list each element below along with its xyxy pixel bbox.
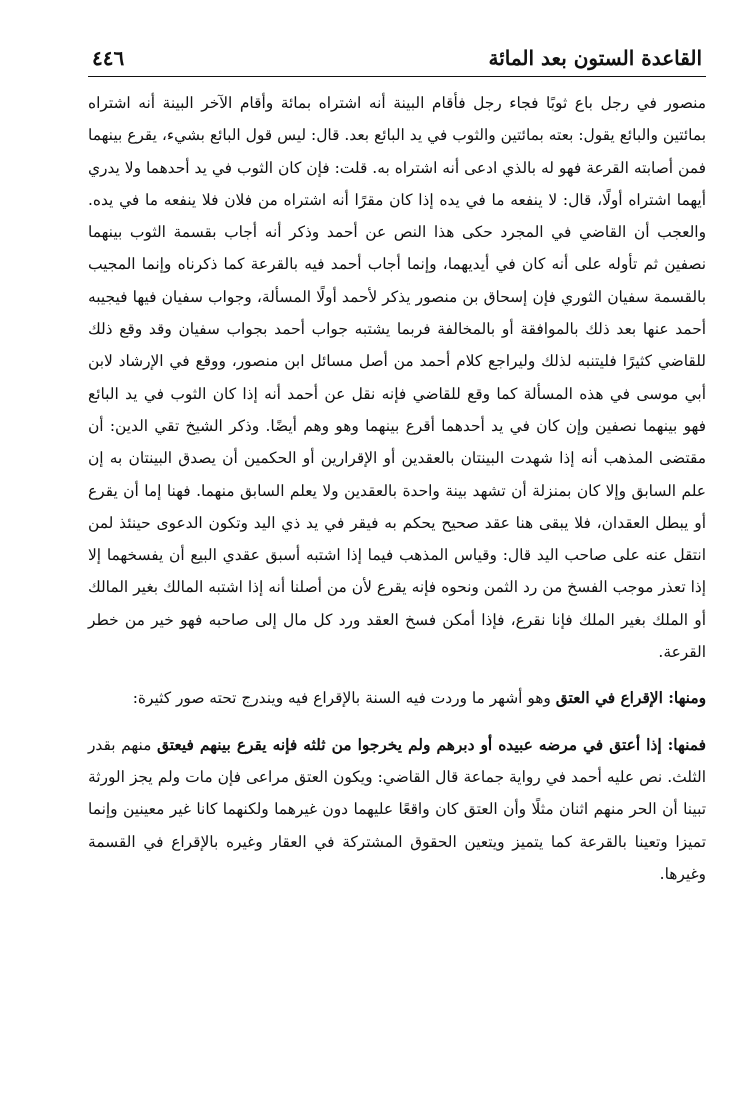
paragraph-text: منصور في رجل باع ثوبًا فجاء رجل فأقام البينة أنه اشتراه بمائة وأقام الآخر البينة أنه اشتراه بمائتين والبائع يقول: بعته بمائتين والثوب في يد البائع بعد. قال: ليس قول البائع بشيء، يقرع بينهما فمن أصابته القرعة فهو له بالذي ادعى أنه اشتراه به. قلت: فإن كان الثوب في يد أحدهما ولا يدري أيهما اشتراه أولًا، قال: لا ينفعه ما في يده إذا كان مقرًا أنه اشتراه من فلان فلا ينفعه ما في يده. والعجب أن القاضي في المجرد حكى هذا النص عن أحمد وذكر أنه أجاب بقسمة الثوب بينهما نصفين ثم تأوله على أنه كان في أيديهما، وإنما أجاب أحمد فيه بالقرعة كما ذكرناه وإنما المجيب بالقسمة سفيان الثوري فإن إسحاق بن منصور يذكر لأحمد أولًا المسألة، وجواب سفيان فيها فيجيبه أحمد عنها بعد ذلك بالموافقة أو بالمخالفة فربما يشتبه جواب أحمد بجواب سفيان وقد وقع ذلك للقاضي كثيرًا فليتنبه لذلك وليراجع كلام أحمد من أصل مسائل ابن منصور، ووقع في الإرشاد لابن أبي موسى في هذه المسألة كما وقع للقاضي فإنه نقل عن أحمد أنه إذا كان الثوب في يد البائع فهو بينهما نصفين وإن كان في يد أحدهما أقرع بينهما وهو وهم أيضًا. وذكر الشيخ تقي الدين: أن مقتضى المذهب أنه إذا شهدت البينتان بالعقدين أو الإقرارين أو الحكمين أن يصدق البينتان به إن علم السابق وإلا كان بمنزلة أن تشهد بينة واحدة بالعقدين ولا يعلم السابق منهما. فهنا إما أن يقرع أو يبطل العقدان، فلا يبقى هنا عقد صحيح يحكم به فيقر في يد ذي اليد وتكون الدعوى حينئذ لمن انتقل عنه على صاحب اليد قال: وقياس المذهب فيما إذا اشتبه أسبق عقدي البيع أن يفسخهما إلا إذا تعذر موجب الفسخ من رد الثمن ونحوه فإنه يقرع لأن من أصلنا أنه إذا اشتبه المالك بغير المالك أو الملك بغير الملك فإنا نقرع، فإذا أمكن فسخ العقد ورد كل مال إلى صاحبه فهو خير من خطر القرعة. <box>88 94 706 662</box>
book-page <box>88 44 706 1064</box>
paragraph-text: وهو أشهر ما وردت فيه السنة بالإقراع فيه ويندرج تحته صور كثيرة: <box>132 689 556 708</box>
page-title: القاعدة الستون بعد المائة <box>488 46 702 70</box>
paragraph-lead: فمنها: إذا أعتق في مرضه عبيده أو دبرهم ولم يخرجوا من ثلثه فإنه يقرع بينهم فيعتق <box>156 735 706 754</box>
paragraph-lead: ومنها: الإقراع في العتق <box>555 689 706 708</box>
paragraph <box>88 729 706 890</box>
page-number: ٤٤٦ <box>92 46 125 70</box>
paragraph <box>88 87 706 668</box>
paragraph-gap <box>88 715 706 729</box>
body-text <box>88 87 706 890</box>
paragraph-gap <box>88 668 706 682</box>
page-header <box>88 44 706 70</box>
paragraph-text: منهم بقدر الثلث. نص عليه أحمد في رواية جماعة قال القاضي: ويكون العتق مراعى فإن مات ولم يجز الورثة تبينا أن الحر منهم اثنان مثلًا وأن العتق كان واقعًا عليهما دون غيرهما ولكنهما كانا غير معينين وإنما تميزا وتعينا بالقرعة كما يتميز ويتعين الحقوق المشتركة في العقار وغيره بالإقراع في القسمة وغيرها. <box>88 735 706 883</box>
paragraph <box>88 682 706 714</box>
header-divider <box>88 76 706 77</box>
